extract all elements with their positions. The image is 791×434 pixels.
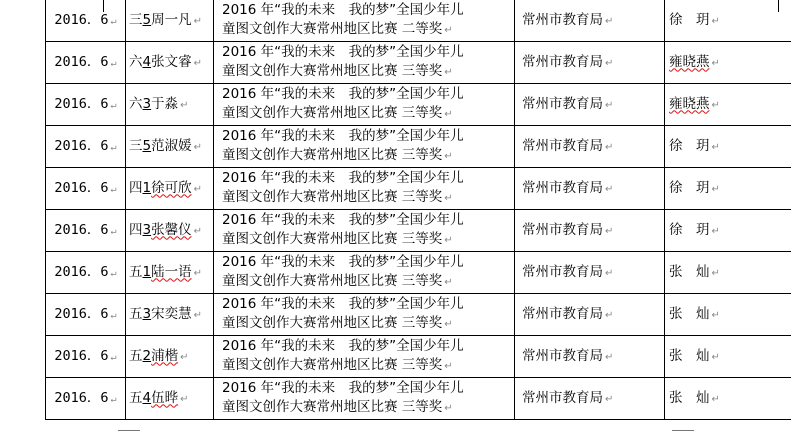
paragraph-mark: ↵ (605, 15, 614, 27)
organizer-text: 常州市教育局 (522, 389, 603, 406)
award-text: 2016 年“我的未来 我的梦”全国少年儿 (222, 170, 464, 186)
award-cell[interactable] (214, 336, 515, 378)
organizer-cell[interactable] (515, 126, 665, 168)
date-text: 2016．6 (54, 137, 109, 154)
teacher-name: 徐 玥 (669, 179, 710, 196)
date-text: 2016．6 (54, 389, 109, 406)
teacher-cell[interactable] (665, 294, 791, 336)
paragraph-mark: ↵ (110, 309, 117, 321)
organizer-cell[interactable] (515, 294, 665, 336)
date-text: 2016．6 (54, 11, 109, 28)
teacher-cell[interactable] (665, 378, 791, 420)
award-cell[interactable] (214, 210, 515, 252)
award-line-2 (222, 20, 514, 40)
award-cell[interactable] (214, 84, 515, 126)
organizer-cell[interactable] (515, 210, 665, 252)
table-row (46, 336, 791, 378)
paragraph-mark: ↵ (444, 25, 453, 36)
organizer-text: 常州市教育局 (522, 53, 603, 70)
award-line-1 (222, 337, 514, 356)
paragraph-mark: ↵ (193, 15, 202, 27)
award-cell[interactable] (214, 252, 515, 294)
teacher-name: 徐 玥 (669, 137, 710, 154)
teacher-cell[interactable] (665, 336, 791, 378)
award-line-2 (222, 104, 514, 124)
award-line-2 (222, 146, 514, 166)
class-number: 5 (142, 11, 152, 28)
date-cell[interactable] (46, 252, 126, 294)
paragraph-mark: ↵ (180, 351, 189, 363)
award-text: 2016 年“我的未来 我的梦”全国少年儿 (222, 128, 464, 144)
award-text: 童图文创作大赛常州地区比赛 三等奖 (222, 147, 443, 163)
award-text: 童图文创作大赛常州地区比赛 三等奖 (222, 231, 443, 247)
award-text: 童图文创作大赛常州地区比赛 三等奖 (222, 105, 443, 121)
page-edge-mark (118, 430, 140, 431)
paragraph-mark: ↵ (605, 267, 614, 279)
student-name: 伍晔 (151, 389, 179, 406)
student-cell[interactable] (126, 0, 214, 42)
award-text: 童图文创作大赛常州地区比赛 三等奖 (222, 189, 443, 205)
award-cell[interactable] (214, 168, 515, 210)
date-text: 2016．6 (54, 263, 109, 280)
award-text: 童图文创作大赛常州地区比赛 二等奖 (222, 21, 443, 37)
paragraph-mark: ↵ (605, 393, 614, 405)
paragraph-mark: ↵ (711, 393, 720, 405)
paragraph-mark: ↵ (444, 67, 453, 78)
award-line-1 (222, 169, 514, 188)
class-number: 1 (142, 263, 152, 280)
table-row (46, 42, 791, 84)
paragraph-mark: ↵ (711, 309, 720, 321)
class-number: 1 (142, 179, 152, 196)
paragraph-mark: ↵ (110, 99, 117, 111)
date-cell[interactable] (46, 168, 126, 210)
award-line-2 (222, 62, 514, 82)
paragraph-mark: ↵ (444, 403, 453, 414)
student-name: 张馨仪 (151, 221, 192, 238)
award-line-1 (222, 379, 514, 398)
paragraph-mark: ↵ (193, 183, 202, 195)
award-cell[interactable] (214, 126, 515, 168)
table-row (46, 0, 791, 42)
student-name: 范淑媛 (151, 137, 192, 154)
organizer-cell[interactable] (515, 336, 665, 378)
teacher-cell[interactable] (665, 126, 791, 168)
date-cell[interactable] (46, 336, 126, 378)
student-cell[interactable] (126, 378, 214, 420)
award-line-1 (222, 85, 514, 104)
page-edge-mark (672, 430, 694, 431)
award-text: 2016 年“我的未来 我的梦”全国少年儿 (222, 2, 464, 18)
paragraph-mark: ↵ (110, 183, 117, 195)
date-text: 2016．6 (54, 95, 109, 112)
paragraph-mark: ↵ (711, 99, 720, 111)
paragraph-mark: ↵ (605, 183, 614, 195)
organizer-text: 常州市教育局 (522, 263, 603, 280)
award-cell[interactable] (214, 294, 515, 336)
table-row (46, 252, 791, 294)
date-cell[interactable] (46, 42, 126, 84)
organizer-text: 常州市教育局 (522, 305, 603, 322)
award-line-2 (222, 356, 514, 376)
student-name: 于淼 (151, 95, 179, 112)
table-row (46, 126, 791, 168)
award-text: 2016 年“我的未来 我的梦”全国少年儿 (222, 338, 464, 354)
award-text: 2016 年“我的未来 我的梦”全国少年儿 (222, 44, 464, 60)
teacher-cell[interactable] (665, 168, 791, 210)
award-cell[interactable] (214, 378, 515, 420)
student-name: 陆一语 (151, 263, 192, 280)
paragraph-mark: ↵ (444, 277, 453, 288)
grade-text: 五 (129, 347, 143, 364)
date-text: 2016．6 (54, 305, 109, 322)
student-name: 张文睿 (151, 53, 192, 70)
award-line-1 (222, 295, 514, 314)
organizer-text: 常州市教育局 (522, 95, 603, 112)
award-text: 2016 年“我的未来 我的梦”全国少年儿 (222, 380, 464, 396)
award-text: 2016 年“我的未来 我的梦”全国少年儿 (222, 86, 464, 102)
paragraph-mark: ↵ (180, 393, 189, 405)
award-text: 童图文创作大赛常州地区比赛 三等奖 (222, 357, 443, 373)
paragraph-mark: ↵ (605, 309, 614, 321)
paragraph-mark: ↵ (110, 57, 117, 69)
paragraph-mark: ↵ (605, 351, 614, 363)
date-text: 2016．6 (54, 53, 109, 70)
student-name: 宋奕慧 (151, 305, 192, 322)
class-number: 3 (142, 221, 152, 238)
award-text: 童图文创作大赛常州地区比赛 三等奖 (222, 399, 443, 415)
grade-text: 五 (129, 305, 143, 322)
paragraph-mark: ↵ (711, 225, 720, 237)
paragraph-mark: ↵ (444, 151, 453, 162)
date-cell[interactable] (46, 84, 126, 126)
organizer-text: 常州市教育局 (522, 221, 603, 238)
paragraph-mark: ↵ (711, 351, 720, 363)
organizer-text: 常州市教育局 (522, 347, 603, 364)
award-text: 童图文创作大赛常州地区比赛 三等奖 (222, 63, 443, 79)
award-line-1 (222, 127, 514, 146)
teacher-cell[interactable] (665, 210, 791, 252)
teacher-name: 张 灿 (669, 347, 710, 364)
organizer-text: 常州市教育局 (522, 11, 603, 28)
paragraph-mark: ↵ (605, 57, 614, 69)
paragraph-mark: ↵ (110, 351, 117, 363)
class-number: 4 (142, 389, 152, 406)
paragraph-mark: ↵ (193, 225, 202, 237)
date-cell[interactable] (46, 0, 126, 42)
table-row (46, 378, 791, 420)
grade-text: 五 (129, 263, 143, 280)
award-line-1 (222, 253, 514, 272)
grade-text: 六 (129, 95, 143, 112)
paragraph-mark: ↵ (605, 225, 614, 237)
paragraph-mark: ↵ (193, 309, 202, 321)
paragraph-mark: ↵ (711, 15, 720, 27)
award-text: 2016 年“我的未来 我的梦”全国少年儿 (222, 212, 464, 228)
grade-text: 四 (129, 179, 143, 196)
award-line-2 (222, 272, 514, 292)
paragraph-mark: ↵ (180, 99, 189, 111)
date-cell[interactable] (46, 210, 126, 252)
teacher-cell[interactable] (665, 84, 791, 126)
class-number: 2 (142, 347, 152, 364)
paragraph-mark: ↵ (193, 267, 202, 279)
grade-text: 六 (129, 53, 143, 70)
organizer-cell[interactable] (515, 42, 665, 84)
student-cell[interactable] (126, 336, 214, 378)
student-cell[interactable] (126, 126, 214, 168)
paragraph-mark: ↵ (444, 319, 453, 330)
grade-text: 三 (129, 11, 143, 28)
paragraph-mark: ↵ (605, 99, 614, 111)
student-cell[interactable] (126, 210, 214, 252)
award-line-2 (222, 314, 514, 334)
organizer-cell[interactable] (515, 84, 665, 126)
teacher-cell[interactable] (665, 252, 791, 294)
table-row (46, 294, 791, 336)
teacher-name: 雍晓燕 (669, 53, 710, 70)
award-line-2 (222, 398, 514, 418)
organizer-text: 常州市教育局 (522, 179, 603, 196)
date-text: 2016．6 (54, 347, 109, 364)
student-name: 徐可欣 (151, 179, 192, 196)
paragraph-mark: ↵ (711, 141, 720, 153)
paragraph-mark: ↵ (110, 15, 117, 27)
paragraph-mark: ↵ (711, 267, 720, 279)
date-cell[interactable] (46, 126, 126, 168)
award-cell[interactable] (214, 0, 515, 42)
teacher-cell[interactable] (665, 0, 791, 42)
student-cell[interactable] (126, 84, 214, 126)
teacher-cell[interactable] (665, 42, 791, 84)
award-table (45, 0, 791, 420)
award-line-2 (222, 230, 514, 250)
student-name: 浦楷 (151, 347, 179, 364)
organizer-cell[interactable] (515, 168, 665, 210)
award-text: 童图文创作大赛常州地区比赛 三等奖 (222, 315, 443, 331)
student-cell[interactable] (126, 294, 214, 336)
teacher-name: 徐 玥 (669, 221, 710, 238)
award-table-body (46, 0, 791, 420)
paragraph-mark: ↵ (110, 225, 117, 237)
table-row (46, 84, 791, 126)
date-text: 2016．6 (54, 221, 109, 238)
teacher-name: 张 灿 (669, 263, 710, 280)
organizer-cell[interactable] (515, 378, 665, 420)
organizer-cell[interactable] (515, 252, 665, 294)
paragraph-mark: ↵ (110, 393, 117, 405)
date-text: 2016．6 (54, 179, 109, 196)
paragraph-mark: ↵ (110, 141, 117, 153)
teacher-name: 雍晓燕 (669, 95, 710, 112)
date-cell[interactable] (46, 294, 126, 336)
award-text: 童图文创作大赛常州地区比赛 三等奖 (222, 273, 443, 289)
grade-text: 五 (129, 389, 143, 406)
paragraph-mark: ↵ (605, 141, 614, 153)
organizer-text: 常州市教育局 (522, 137, 603, 154)
teacher-name: 张 灿 (669, 305, 710, 322)
table-row (46, 210, 791, 252)
teacher-name: 徐 玥 (669, 11, 710, 28)
class-number: 4 (142, 53, 152, 70)
class-number: 5 (142, 137, 152, 154)
award-cell[interactable] (214, 42, 515, 84)
class-number: 3 (142, 305, 152, 322)
student-name: 周一凡 (151, 11, 192, 28)
award-text: 2016 年“我的未来 我的梦”全国少年儿 (222, 296, 464, 312)
paragraph-mark: ↵ (444, 361, 453, 372)
student-cell[interactable] (126, 168, 214, 210)
paragraph-mark: ↵ (110, 267, 117, 279)
class-number: 3 (142, 95, 152, 112)
table-row (46, 168, 791, 210)
student-cell[interactable] (126, 252, 214, 294)
paragraph-mark: ↵ (444, 235, 453, 246)
student-cell[interactable] (126, 42, 214, 84)
award-line-1 (222, 43, 514, 62)
paragraph-mark: ↵ (193, 57, 202, 69)
grade-text: 三 (129, 137, 143, 154)
paragraph-mark: ↵ (444, 193, 453, 204)
date-cell[interactable] (46, 378, 126, 420)
organizer-cell[interactable] (515, 0, 665, 42)
paragraph-mark: ↵ (444, 109, 453, 120)
award-line-1 (222, 1, 514, 20)
teacher-name: 张 灿 (669, 389, 710, 406)
paragraph-mark: ↵ (711, 57, 720, 69)
paragraph-mark: ↵ (711, 183, 720, 195)
award-text: 2016 年“我的未来 我的梦”全国少年儿 (222, 254, 464, 270)
award-line-1 (222, 211, 514, 230)
paragraph-mark: ↵ (193, 141, 202, 153)
grade-text: 四 (129, 221, 143, 238)
award-line-2 (222, 188, 514, 208)
